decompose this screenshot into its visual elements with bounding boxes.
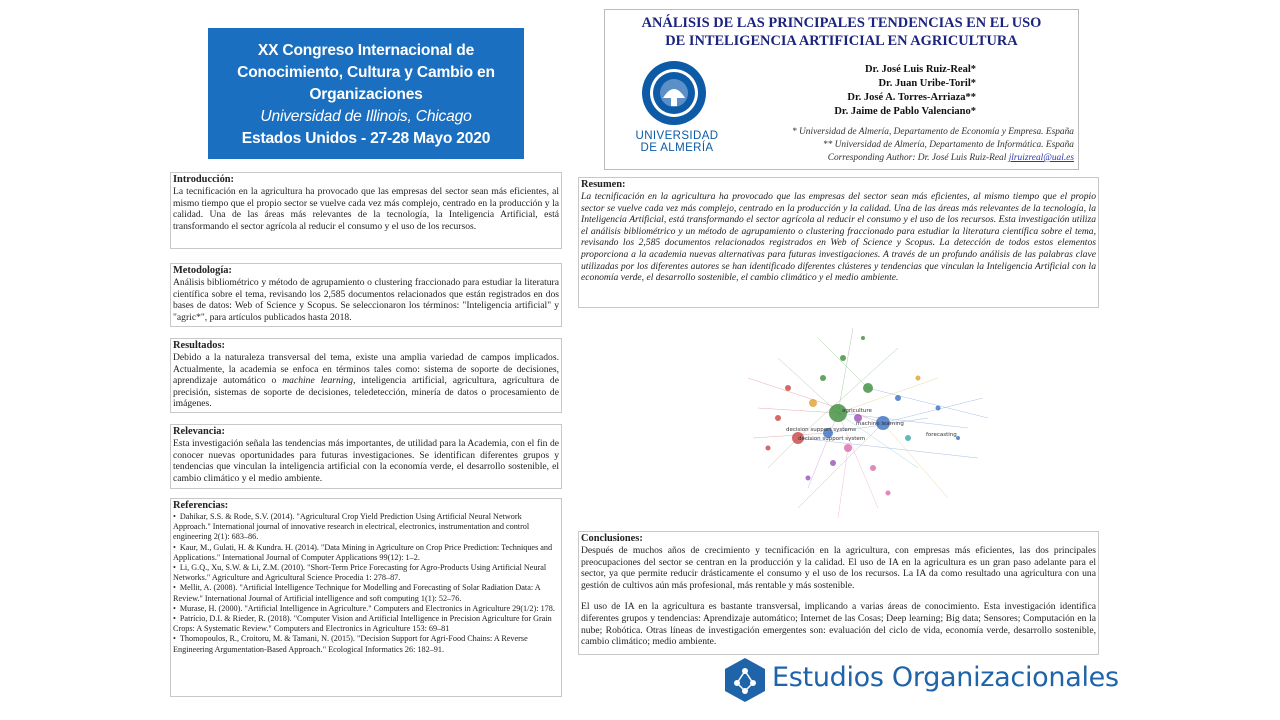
author: Dr. José A. Torres-Arriaza** — [847, 92, 976, 103]
reference-item: • Mellit, A. (2008). "Artificial Intelligence Technique for Modelling and Forecasting of Solar Radiation Data: A Review." International Journal of Artificial intelligence and soft computing 1(1): 52–76. — [173, 583, 541, 603]
author: Dr. José Luis Ruiz-Real* — [864, 64, 976, 75]
estudios-organizacionales-logo-text: Estudios Organizacionales — [772, 662, 1119, 693]
section-relevancia — [170, 424, 562, 489]
section-heading: Relevancia: — [173, 426, 225, 437]
title-line-2: DE INTELIGENCIA ARTIFICIAL EN AGRICULTURA — [665, 33, 1018, 49]
section-referencias — [170, 498, 562, 697]
estudios-organizacionales-logo-icon — [724, 657, 766, 703]
reference-item: • Patrício, D.I. & Rieder, R. (2018). "Computer Vision and Artificial Intelligence in Precision Agriculture for Grain Crops: A Systematic Review." Computers and Electronics in Agriculture 153: 69–81 — [173, 614, 552, 634]
congress-line-1: XX Congreso Internacional de — [257, 42, 475, 59]
section-text: Esta investigación señala las tendencias más importantes, de utilidad para la Academia, con el fin de conocer nuevas oportunidades para futuras investigaciones. Se identifican diferentes grupos y tendencias que vinculan la inteligencia artificial con la economía verde, el desarrollo sostenible, el cambio climático y el medio ambiente. — [173, 438, 559, 484]
network-label: forecasting — [926, 432, 957, 438]
section-text — [173, 352, 559, 410]
congress-banner — [208, 28, 524, 159]
section-heading: Referencias: — [173, 500, 229, 511]
author-list — [834, 63, 976, 119]
keyword-network-map — [738, 318, 998, 523]
section-heading: Introducción: — [173, 174, 235, 185]
reference-list — [173, 512, 559, 655]
reference-item: • Dahikar, S.S. & Rode, S.V. (2014). "Agricultural Crop Yield Prediction Using Artificial Neural Network Approach." International journal of innovative research in electrical, electronics, instrumentation and control engineering 2(1): 683–86. — [173, 512, 530, 542]
congress-venue: Universidad de Illinois, Chicago — [260, 108, 472, 125]
network-label: machine learning — [856, 421, 904, 427]
email-link[interactable]: jlruizreal@ual.es — [1008, 153, 1074, 163]
section-text: El uso de IA en la agricultura es bastante transversal, implicando a varias áreas de conocimiento. Esta investigación identifica diferentes grupos y tendencias: Aprendizaje automático; Internet de las Cosas; Deep learning; Big data; Sensores; Computación en la nube; Robótica. Otras líneas de investigación emergentes son: evaluación del ciclo de vida, economía verde, desarrollo sostenible, cambio climático; medio ambiente. — [581, 601, 1096, 648]
section-introduccion — [170, 172, 562, 249]
reference-item: • Kaur, M., Gulati, H. & Kundra. H. (2014). "Data Mining in Agriculture on Crop Price Prediction: Techniques and Applications." International Journal of Computer Applications 99(12): 1–2. — [173, 542, 553, 562]
section-text: La tecnificación en la agricultura ha provocado que las empresas del sector sean más eficientes, al mismo tiempo que el propio sector se vuelve cada vez más complejo, centrado en la producción y la calidad. Una de las áreas más relevantes de la tecnología, la Inteligencia Artificial, está transformando el sector agrícola al reducir el consumo y el uso de los recursos. Esta investigación utiliza el análisis bibliométrico y un método de agrupamiento o clustering fraccionado para estudiar la literatura científica sobre el tema, revisando los 2,585 documentos relacionados registrados en Web of Science y Scopus. La detección de todos estos elementos proporciona a la academia nuevas alternativas para futuras investigaciones. A través de un profundo análisis de las palabras clave utilizadas por los diferentes autores se han identificado diferentes clústeres y tendencias que vinculan la Inteligencia Artificial con la economía verde, el desarrollo sostenible, el cambio climático y el medio ambiente. — [581, 191, 1096, 284]
section-metodologia — [170, 263, 562, 327]
network-label: agriculture — [842, 408, 872, 414]
network-label: decision support systems — [786, 427, 857, 433]
author: Dr. Jaime de Pablo Valenciano* — [834, 106, 976, 117]
text-part: Debido a la naturaleza transversal del tema, existe una amplia variedad de campos implicados. Actualmente, la academia se enfoca en términos tales como: sistema de soporte de decisiones, aprendizaje automático o — [173, 352, 559, 387]
section-heading: Conclusiones: — [581, 533, 643, 544]
university-seal-icon — [641, 60, 707, 126]
section-heading: Resultados: — [173, 340, 225, 351]
congress-line-3: Organizaciones — [309, 86, 423, 103]
affiliations — [792, 126, 1074, 165]
poster-header — [604, 9, 1079, 170]
network-label: decision support system — [798, 436, 866, 442]
university-name-line-1: UNIVERSIDAD — [635, 130, 719, 142]
section-text: Análisis bibliométrico y método de agrupamiento o clustering fraccionado para estudiar la literatura científica sobre el tema, revisando los 2,585 documentos relacionados que están registrados en dos bases de datos: Web of Science y Scopus. Se seleccionaron los términos: "Inteligencia artificial" y "agric*", para artículos publicados hasta 2018. — [173, 277, 559, 323]
text-italic: machine learning — [282, 375, 354, 387]
reference-item: • Thomopoulos, R., Croitoru, M. & Tamani, N. (2015). "Decision Support for Agri-Food Chains: A Reverse Engineering Argumentation-Based Approach." Ecological Informatics 26: 182–91. — [173, 634, 528, 654]
section-heading: Resumen: — [581, 179, 626, 190]
affiliation-2: ** Universidad de Almería, Departamento de Informática. España — [822, 140, 1074, 150]
reference-item: • Li, G.Q., Xu, S.W. & Li, Z.M. (2010). "Short-Term Price Forecasting for Agro-Products Using Artificial Neural Networks." Agriculture and Agricultural Science Procedia 1: 278–87. — [173, 563, 547, 583]
reference-item: • Murase, H. (2000). "Artificial Intelligence in Agriculture." Computers and Electronics in Agriculture 29(1/2): 178. — [173, 603, 555, 613]
affiliation-1: * Universidad de Almería, Departamento de Economía y Empresa. España — [792, 127, 1074, 137]
title-line-1: ANÁLISIS DE LAS PRINCIPALES TENDENCIAS EN EL USO — [641, 15, 1042, 31]
poster-title — [605, 14, 1078, 50]
section-text: La tecnificación en la agricultura ha provocado que las empresas del sector sean más eficientes, al mismo tiempo que el propio sector se vuelve cada vez más complejo, centrado en la producción y la calidad. Una de las áreas más relevantes de la tecnología, la Inteligencia Artificial, está transformando el sector agrícola al reducir el consumo y el uso de los recursos. — [173, 186, 559, 232]
university-logo-text — [631, 130, 723, 154]
corresponding-label: Corresponding Author: Dr. José Luis Ruiz-Real — [827, 153, 1009, 163]
section-conclusiones — [578, 531, 1099, 655]
congress-line-2: Conocimiento, Cultura y Cambio en — [237, 64, 495, 81]
text-part: , inteligencia artificial, agricultura, agricultura de precisión, sistemas de soporte de decisiones, teledetección, minería de datos o procesamiento de imágenes. — [173, 375, 559, 410]
university-name-line-2: DE ALMERÍA — [640, 142, 714, 154]
section-text: Después de muchos años de crecimiento y tecnificación en la agricultura, con empresas más eficientes, las dos principales preocupaciones del sector se centran en la producción y la calidad. El uso de IA en la agricultura es un gran paso adelante para el sector, ya que permite reducir drásticamente el consumo y el uso de los recursos. La IA da como resultado una agricultura con una gestión de cultivos aún más profesional, más rentable y más sostenible. — [581, 545, 1096, 591]
author: Dr. Juan Uribe-Toril* — [878, 78, 976, 89]
section-heading: Metodología: — [173, 265, 232, 276]
section-resultados — [170, 338, 562, 413]
corresponding-author — [792, 152, 1074, 165]
congress-date: Estados Unidos - 27-28 Mayo 2020 — [241, 130, 491, 147]
section-resumen — [578, 177, 1099, 308]
